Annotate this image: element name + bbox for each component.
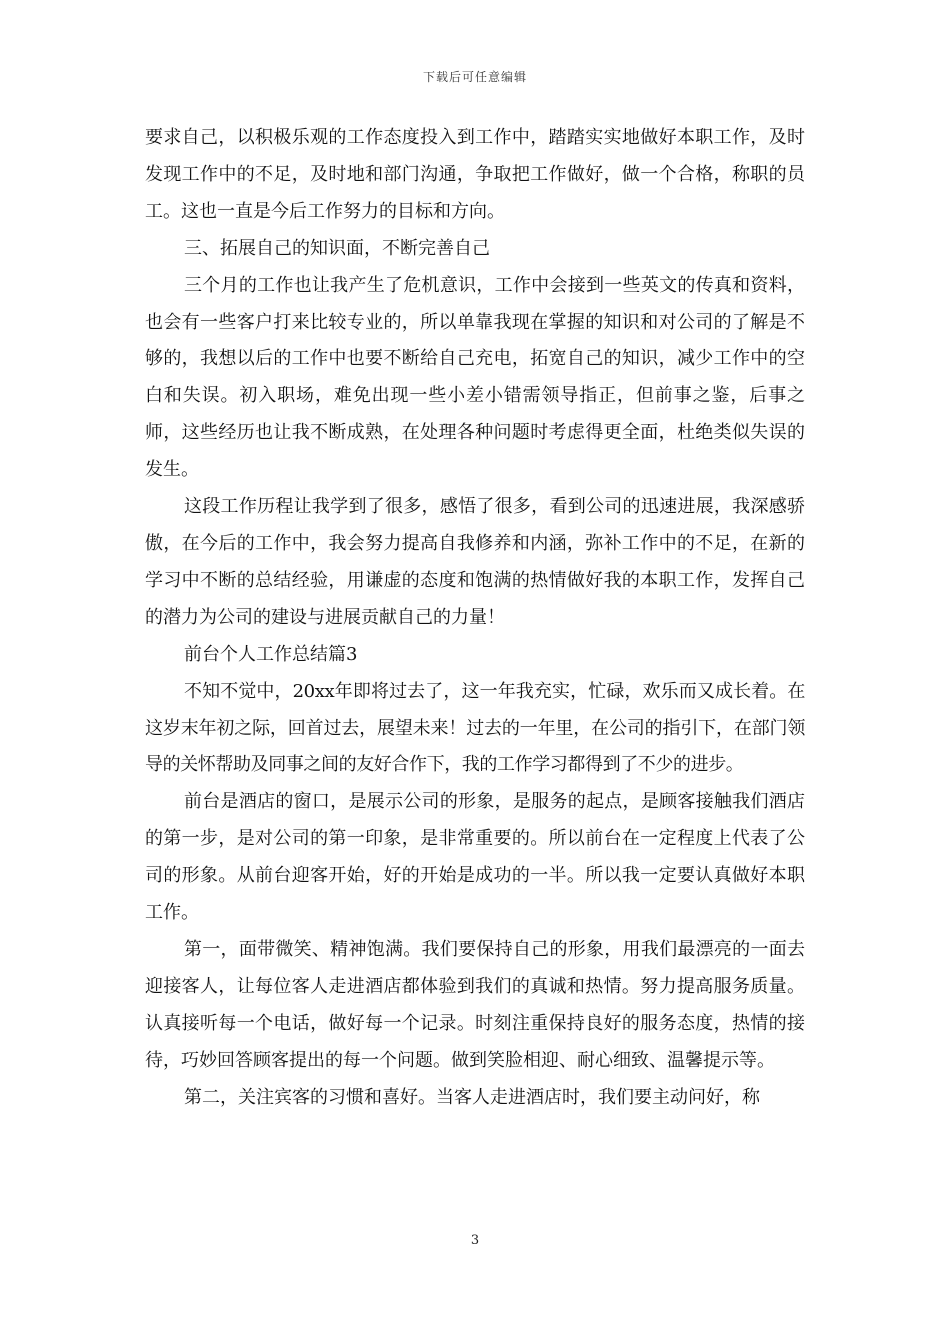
page-header: 下载后可任意编辑 <box>422 70 527 84</box>
paragraph: 三个月的工作也让我产生了危机意识，工作中会接到一些英文的传真和资料，也会有一些客户打来比较专业的，所以单靠我现在掌握的知识和对公司的了解是不够的，我想以后的工作中也要不断给自己充电，拓宽自己的知识，减少工作中的空白和失误。初入职场，难免出现一些小差小错需领导指正，但前事之鉴，后事之师，这些经历也让我不断成熟，在处理各种问题时考虑得更全面，杜绝类似失误的发生。 <box>145 274 805 481</box>
paragraph: 前台是酒店的窗口，是展示公司的形象，是服务的起点，是顾客接触我们酒店的第一步，是对公司的第一印象，是非常重要的。所以前台在一定程度上代表了公司的形象。从前台迎客开始，好的开始是成功的一半。所以我一定要认真做好本职工作。 <box>145 791 805 924</box>
paragraph: 第二，关注宾客的习惯和喜好。当客人走进酒店时，我们要主动问好，称 <box>184 1086 760 1108</box>
paragraph: 这段工作历程让我学到了很多，感悟了很多，看到公司的迅速进展，我深感骄傲，在今后的工作中，我会努力提高自我修养和内涵，弥补工作中的不足，在新的学习中不断的总结经验，用谦虚的态度和饱满的热情做好我的本职工作，发挥自己的潜力为公司的建设与进展贡献自己的力量！ <box>145 496 805 628</box>
paragraph-continued: 要求自己，以积极乐观的工作态度投入到工作中，踏踏实实地做好本职工作，及时发现工作中的不足，及时地和部门沟通，争取把工作做好，做一个合格，称职的员工。这也一直是今后工作努力的目标和方向。 <box>145 127 805 222</box>
paragraph: 不知不觉中，20xx年即将过去了，这一年我充实，忙碌，欢乐而又成长着。在这岁末年初之际，回首过去，展望未来！过去的一年里，在公司的指引下，在部门领导的关怀帮助及同事之间的友好合作下，我的工作学习都得到了不少的进步。 <box>145 680 805 776</box>
document-body <box>145 120 805 1116</box>
section-heading: 三、拓展自己的知识面，不断完善自己 <box>184 237 490 259</box>
page-number: 3 <box>470 1233 480 1248</box>
article-title: 前台个人工作总结篇3 <box>184 643 358 665</box>
paragraph: 第一，面带微笑、精神饱满。我们要保持自己的形象，用我们最漂亮的一面去迎接客人，让每位客人走进酒店都体验到我们的真诚和热情。努力提高服务质量。认真接听每一个电话，做好每一个记录。时刻注重保持良好的服务态度，热情的接待，巧妙回答顾客提出的每一个问题。做到笑脸相迎、耐心细致、温馨提示等。 <box>145 938 805 1071</box>
